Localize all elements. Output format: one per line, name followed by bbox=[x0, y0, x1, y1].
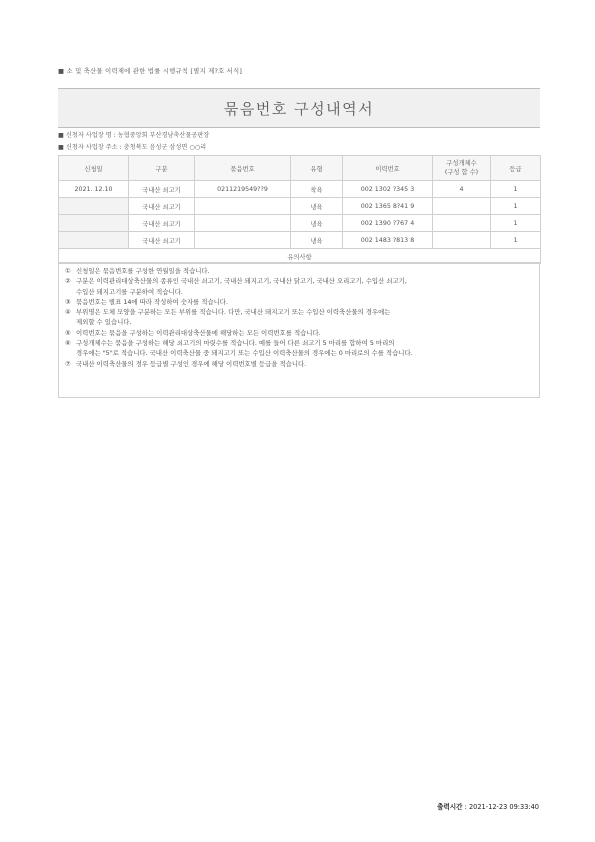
note-number: ④ bbox=[65, 308, 71, 317]
cell-grade: 1 bbox=[491, 181, 541, 198]
cell-category: 국내산 쇠고기 bbox=[129, 215, 195, 232]
document-title: 묶음번호 구성내역서 bbox=[223, 100, 375, 118]
note-number: ⑤ bbox=[65, 328, 71, 337]
header-category: 구분 bbox=[129, 156, 195, 181]
note-text: 이력번호는 묶음을 구성하는 이력관리대상축산물에 해당하는 모든 이력번호를 적습니다. bbox=[76, 328, 321, 337]
cell-type: 착육 bbox=[291, 181, 343, 198]
header-count bbox=[433, 156, 491, 181]
cell-date bbox=[59, 198, 129, 215]
info-label: 신청자 사업장 명 bbox=[65, 132, 112, 139]
note-number: ⑥ bbox=[65, 339, 71, 348]
header-count-line1: 구성개체수 bbox=[446, 160, 477, 167]
cell-trace-no: 002 1483 ?813 8 bbox=[343, 232, 433, 249]
note-item bbox=[65, 338, 533, 359]
cell-category: 국내산 쇠고기 bbox=[129, 232, 195, 249]
cell-category: 국내산 쇠고기 bbox=[129, 198, 195, 215]
info-value: 농협중앙회 부산경남축산물공판장 bbox=[117, 132, 210, 139]
header-trace-no: 이력번호 bbox=[343, 156, 433, 181]
note-number: ① bbox=[65, 267, 71, 275]
cell-count bbox=[433, 215, 491, 232]
note-text: 부위명은 도체 모양을 구분하는 모든 부위를 적습니다. 다만, 국내산 돼지고기 또는 수입산 이력축산물의 경우에는 bbox=[76, 308, 391, 317]
info-business-address: ■ 신청자 사업장 주소 : 충청북도 음성군 삼성면 ○○리 bbox=[58, 144, 207, 151]
note-text: 구분은 이력관리대상축산물의 종류인 국내산 쇠고기, 국내산 돼지고기, 국내산 닭고기, 국내산 오리고기, 수입산 쇠고기, bbox=[76, 277, 407, 286]
table-header-row bbox=[59, 156, 541, 181]
cell-grade: 1 bbox=[491, 232, 541, 249]
title-band bbox=[58, 88, 540, 128]
cell-trace-no: 002 1302 ?345 3 bbox=[343, 181, 433, 198]
cell-date: 2021. 12.10 bbox=[59, 181, 129, 198]
header-type: 유형 bbox=[291, 156, 343, 181]
cell-count bbox=[433, 232, 491, 249]
info-business-name: ■ 신청자 사업장 명 : 농협중앙회 부산경남축산물공판장 bbox=[58, 132, 210, 139]
cell-grade: 1 bbox=[491, 215, 541, 232]
remarks-label: 유의사항 bbox=[59, 249, 541, 264]
cell-date bbox=[59, 232, 129, 249]
table-row bbox=[59, 181, 541, 198]
note-number: ③ bbox=[65, 297, 71, 306]
cell-count bbox=[433, 198, 491, 215]
note-text: 구성개체수는 묶음을 구성하는 해당 쇠고기의 마릿수를 적습니다. 예를 들어 다른 쇠고기 5 마리를 합하여 5 마리의 bbox=[76, 339, 395, 348]
note-item bbox=[65, 276, 533, 297]
cell-type: 냉육 bbox=[291, 215, 343, 232]
bundle-table bbox=[58, 155, 541, 264]
cell-bundle-no bbox=[195, 198, 291, 215]
note-text: 묶음번호는 별표 14에 따라 작성하여 숫자를 적습니다. bbox=[76, 297, 228, 306]
remarks-notes bbox=[58, 262, 540, 398]
cell-date bbox=[59, 215, 129, 232]
form-reference: ■ 소 및 축산물 이력제에 관한 법률 시행규칙 [별지 제?호 서식] bbox=[58, 67, 243, 75]
cell-bundle-no: 0211219549??9 bbox=[195, 181, 291, 198]
cell-type: 냉육 bbox=[291, 232, 343, 249]
note-number: ⑦ bbox=[65, 359, 71, 368]
note-item bbox=[65, 307, 533, 328]
cell-count: 4 bbox=[433, 181, 491, 198]
info-bullet: ■ bbox=[58, 144, 64, 151]
cell-bundle-no bbox=[195, 232, 291, 249]
header-count-line2: (구성 합 수) bbox=[444, 169, 479, 176]
note-number: ② bbox=[65, 277, 71, 286]
cell-grade: 1 bbox=[491, 198, 541, 215]
cell-bundle-no bbox=[195, 215, 291, 232]
print-time-value: 2021-12-23 09:33:40 bbox=[468, 803, 539, 811]
info-value: 충청북도 음성군 삼성면 ○○리 bbox=[123, 144, 207, 151]
cell-type: 냉육 bbox=[291, 198, 343, 215]
note-continuation: 수입산 돼지고기를 구분하여 적습니다. bbox=[76, 287, 183, 296]
note-item bbox=[65, 297, 533, 307]
cell-trace-no: 002 1365 8?41 9 bbox=[343, 198, 433, 215]
table-row bbox=[59, 215, 541, 232]
cell-trace-no: 002 1390 ?767 4 bbox=[343, 215, 433, 232]
note-item bbox=[65, 328, 533, 338]
note-item bbox=[65, 266, 533, 276]
header-grade: 등급 bbox=[491, 156, 541, 181]
print-time-label: 출력시간 bbox=[437, 803, 463, 811]
note-text: 국내산 이력축산물의 경우 등급별 구성인 경우에 해당 이력번호별 등급을 적습니다. bbox=[76, 359, 307, 368]
print-time: 출력시간 : 2021-12-23 09:33:40 bbox=[437, 803, 539, 811]
info-bullet: ■ bbox=[58, 132, 64, 139]
note-continuation: 경우에는 "5"로 적습니다. 국내산 이력축산물 중 돼지고기 또는 수입산 이력축산물의 경우에는 0 마리로의 수를 적습니다. bbox=[76, 349, 413, 358]
note-continuation: 제외할 수 있습니다. bbox=[76, 318, 132, 327]
cell-category: 국내산 쇠고기 bbox=[129, 181, 195, 198]
header-bundle-no: 묶음번호 bbox=[195, 156, 291, 181]
info-label: 신청자 사업장 주소 bbox=[65, 144, 118, 151]
header-date: 신청일 bbox=[59, 156, 129, 181]
table-row bbox=[59, 198, 541, 215]
note-text: 신청일은 묶음번호를 구성한 연월일을 적습니다. bbox=[76, 267, 210, 275]
note-item bbox=[65, 359, 533, 369]
table-row bbox=[59, 232, 541, 249]
